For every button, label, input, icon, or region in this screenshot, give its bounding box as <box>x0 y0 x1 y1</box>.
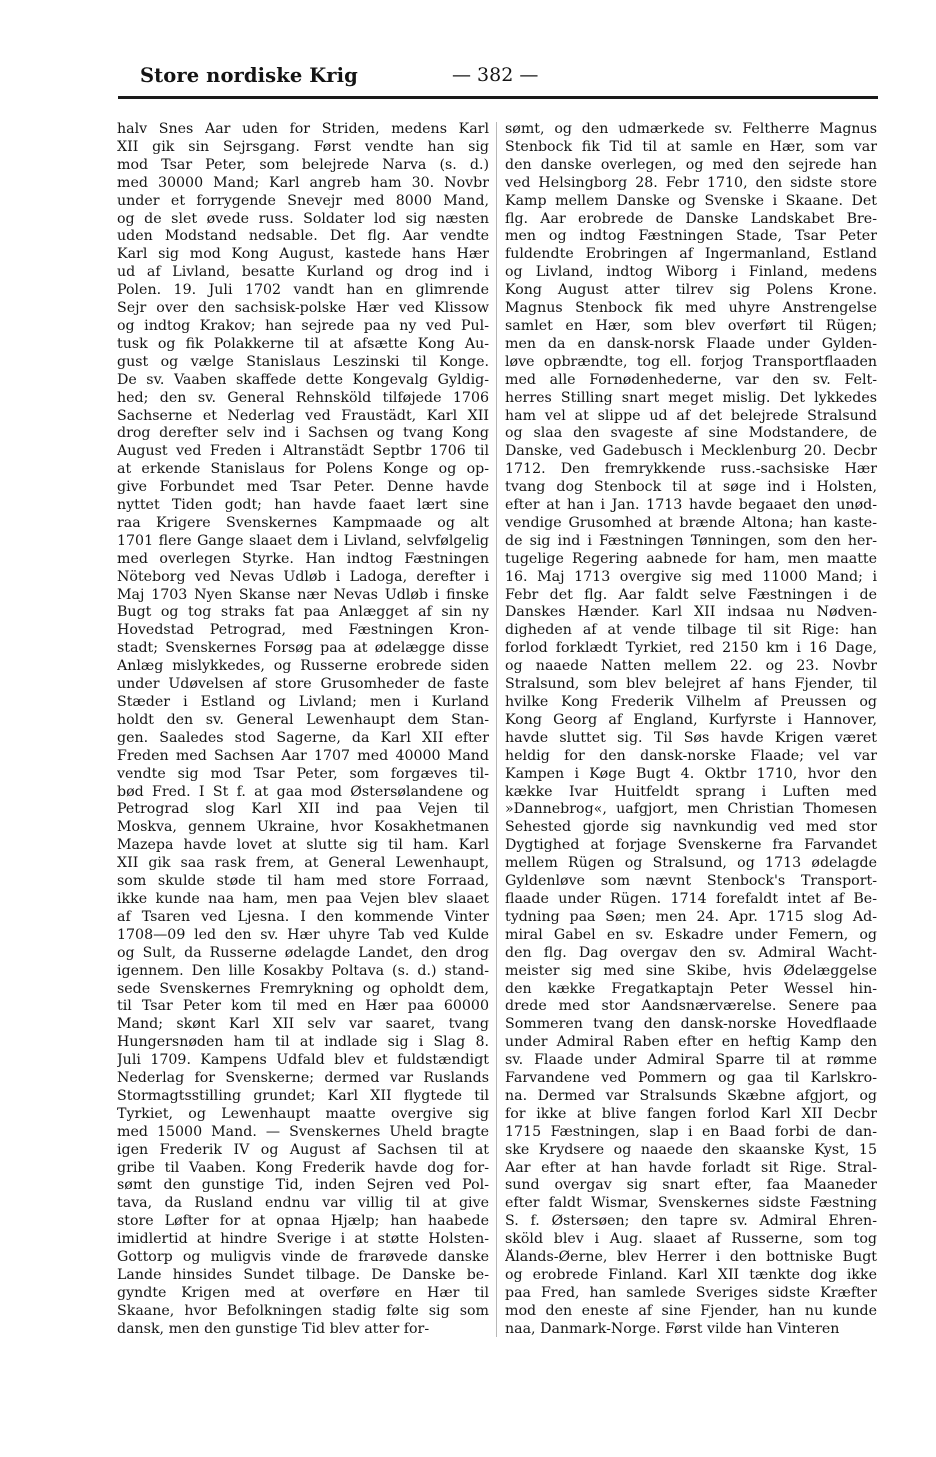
text-line: »Dannebrog«, uafgjort, men Christian Thomesen <box>505 801 877 818</box>
text-line: med overlegen Styrke. Han indtog Fæstningen <box>117 550 489 567</box>
text-line: kække Ivar Huitfeldt sprang i Luften med <box>505 783 877 800</box>
text-line: Sachserne et Nederlag ved Fraustädt, Karl XII <box>117 407 489 424</box>
text-line: dansk, men den gunstige Tid blev atter for- <box>117 1320 430 1337</box>
text-line: ikke kunde naa ham, men paa Vejen blev slaaet <box>117 890 489 907</box>
text-line: den danske overlegen, og med den sejrede han <box>505 156 877 173</box>
text-line: Sejr over den sachsisk-polske Hær ved Klissow <box>117 300 489 317</box>
left-text-column <box>117 121 489 1341</box>
text-line: mellem Rügen og Stralsund, og 1713 ødelagde <box>505 855 877 872</box>
text-line: sede Svenskernes Fremrykning og opholdt dem, <box>117 980 489 997</box>
text-line: Kampen i Køge Bugt 4. Oktbr 1710, hvor den <box>505 765 877 782</box>
text-line: bød Fred. I St f. at gaa mod Østersølandene og <box>117 783 489 800</box>
text-line: na. Dermed var Stralsunds Skæbne afgjort, og <box>505 1087 877 1104</box>
text-line: store Løfter for at opnaa Hjælp; han haabede <box>117 1213 489 1230</box>
text-line: mod den eneste af sine Fjender, han nu kunde <box>505 1302 877 1319</box>
text-line: og indtog Krakov; han sejrede paa ny ved Pul- <box>117 317 489 334</box>
text-line: gyndte Krigen med at overføre en Hær til <box>117 1284 489 1301</box>
text-line: at erkende Stanislaus for Polens Konge og op- <box>117 461 489 478</box>
text-line: Febr det flg. Aar faldt selve Fæstningen i de <box>505 586 877 603</box>
text-line: vendige Grusomhed at brænde Altona; han kaste- <box>505 514 877 531</box>
text-line: sømt, og den udmærkede sv. Feltherre Magnus <box>505 121 877 137</box>
text-line: Anlæg mislykkedes, og Russerne erobrede siden <box>117 658 489 675</box>
text-line: S. f. Østersøen; den tapre sv. Admiral Ehren- <box>505 1213 877 1230</box>
text-line: den kække Fregatkaptajn Peter Wessel hin- <box>505 980 877 997</box>
text-line: Skaane, hvor Befolkningen stadig følte sig som <box>117 1302 489 1319</box>
text-line: hed; den sv. General Rehnsköld tilføjede 1706 <box>117 389 489 406</box>
text-line: igennem. Den lille Kosakby Poltava (s. d.) stand- <box>117 962 489 979</box>
text-line: Kong August atter tilrev sig Polens Krone. <box>505 282 877 299</box>
text-line: meister sig med sine Skibe, hvis Ødelæggelse <box>505 962 877 979</box>
section-title: Store nordiske Krig <box>140 64 358 87</box>
text-line: 1715 Fæstningen, slap i en Baad forbi de dan- <box>505 1123 877 1140</box>
text-line: naa, Danmark-Norge. Først vilde han Vinteren <box>505 1320 840 1337</box>
text-line: miral Gabel en sv. Eskadre under Femern, og <box>505 926 877 943</box>
text-line: Magnus Stenbock fik med uhyre Anstrengelse <box>505 300 877 317</box>
text-line: stadt; Svenskernes Forsøg paa at ødelægge disse <box>117 640 489 657</box>
text-line: som skulde støde til ham med store Forraad, <box>117 873 489 890</box>
text-line: imidlertid at hindre Sverige i at støtte Holsten- <box>117 1231 489 1248</box>
text-line: uden Modstand nedsable. Det flg. Aar vendte <box>117 228 489 245</box>
text-line: ham vel at slippe ud af det belejrede Stralsund <box>505 407 877 424</box>
text-line: tugelige Regering aabnede for ham, men maatte <box>505 550 877 567</box>
text-line: Nöteborg ved Nevas Udløb i Ladoga, derefter i <box>117 568 489 585</box>
text-line: Stæder i Estland og Livland; men i Kurland <box>117 694 489 710</box>
text-line: ske Krydsere og naaede den skaanske Kyst, 15 <box>505 1141 877 1158</box>
text-line: under et forrygende Snevejr med 8000 Mand, <box>117 192 489 209</box>
text-line: efter faldt Wismar, Svenskernes sidste Fæstning <box>505 1195 877 1212</box>
text-line: Bugt og tog straks fat paa Anlægget af sin ny <box>117 604 489 621</box>
text-line: Dygtighed at forjage Svenskerne fra Farvandet <box>505 837 877 854</box>
text-line: XII gik saa rask frem, at General Lewenhaupt, <box>117 855 489 872</box>
text-line: sømt den gunstige Tid, inden Sejren ved Pol- <box>117 1177 489 1194</box>
text-line: Moskva, gennem Ukraine, hvor Kosakhetmanen <box>117 819 489 836</box>
text-line: Mand; skønt Karl XII selv var saaret, tvang <box>117 1016 489 1033</box>
text-line: sv. Flaade under Admiral Sparre til at rømme <box>505 1052 877 1069</box>
text-line: Gyldenløve som nævnt Stenbock's Transport- <box>505 873 877 890</box>
text-line: Lande hinsides Sundet tilbage. De Danske be- <box>117 1267 489 1283</box>
column-divider <box>496 122 497 1337</box>
text-line: Nederlag for Svenskerne; dermed var Ruslands <box>117 1070 489 1087</box>
text-line: Gottorp og muligvis vinde de frarøvede danske <box>117 1249 489 1266</box>
text-line: Karl sig mod Kong August, kastede hans Hær <box>117 246 489 263</box>
text-line: med 15000 Mand. — Svenskernes Uheld bragte <box>117 1123 489 1140</box>
text-line: Ålands-Øerne, blev Herrer i den bottniske Bugt <box>505 1249 877 1266</box>
text-line: Danske, ved Gadebusch i Mecklenburg 20. Decbr <box>505 443 877 460</box>
text-line: ud af Livland, besatte Kurland og drog ind i <box>117 264 489 281</box>
text-line: digheden af at vende tilbage til sit Rige: han <box>505 622 877 639</box>
text-line: men da en dansk-norsk Flaade under Gylden- <box>505 335 877 352</box>
text-line: løve opbrændte, tog ell. forjog Transportflaaden <box>505 353 877 370</box>
text-line: Farvandene ved Pommern og gaa til Karlskro- <box>505 1070 877 1087</box>
text-line: flg. Aar erobrede de Danske Landskabet Bre- <box>505 210 877 227</box>
text-line: samlet en Hær, som blev overført til Rügen; <box>505 317 877 334</box>
text-line: tusk og fik Polakkerne til at afsætte Kong Au- <box>117 335 489 352</box>
text-line: og de slet øvede russ. Soldater lod sig næsten <box>117 210 489 227</box>
text-line: ved Helsingborg 28. Febr 1710, den sidste store <box>505 174 877 191</box>
text-line: drede med stor Aandsnærværelse. Senere paa <box>505 998 877 1015</box>
text-line: holdt den sv. General Lewenhaupt dem Stan- <box>117 711 489 728</box>
text-line: og Sult, da Russerne ødelagde Landet, den drog <box>117 944 489 961</box>
text-line: Hungersnøden ham til at indlade sig i Slag 8. <box>117 1034 489 1051</box>
text-line: raa Krigere Svenskernes Kampmaade og alt <box>117 514 489 531</box>
text-line: Maj 1703 Nyen Skanse nær Nevas Udløb i finske <box>117 586 489 603</box>
text-line: de sig ind i Fæstningen Tønningen, som den her- <box>505 532 877 549</box>
text-line: halv Snes Aar uden for Striden, medens Karl <box>117 121 489 137</box>
running-header <box>118 62 878 96</box>
text-line: Tyrkiet, og Lewenhaupt maatte overgive sig <box>117 1105 489 1122</box>
text-line: Mazepa havde lovet at slutte sig til ham. Karl <box>117 837 489 854</box>
text-line: gribe til Vaaben. Kong Frederik havde dog for- <box>117 1159 489 1176</box>
text-line: med alle Fornødenhederne, var den sv. Felt- <box>505 371 877 388</box>
right-text-column <box>505 121 877 1341</box>
text-line: Polen. 19. Juli 1702 vandt han en glimrende <box>117 282 489 299</box>
text-line: 1708—09 led den sv. Hær uhyre Tab ved Kulde <box>117 926 489 943</box>
text-line: 1701 flere Gange slaaet dem i Livland, selvfølgelig <box>117 532 489 549</box>
text-line: Hovedstad Petrograd, med Fæstningen Kron- <box>117 622 489 639</box>
text-line: Stralsund, som blev belejret af hans Fjender, til <box>505 676 877 693</box>
text-line: Stenbock fik Tid til at samle en Hær, som var <box>505 138 877 155</box>
text-line: 16. Maj 1713 overgive sig med 11000 Mand; i <box>505 568 877 585</box>
text-line: gust og vælge Stanislaus Leszinski til Konge. <box>117 353 489 370</box>
text-line: og naaede Natten mellem 22. og 23. Novbr <box>505 658 877 675</box>
header-rule <box>118 96 878 99</box>
text-line: Sommeren tvang den dansk-norske Hovedflaade <box>505 1016 877 1033</box>
text-line: gen. Saaledes stod Sagerne, da Karl XII efter <box>117 729 489 746</box>
text-line: under Udøvelsen af store Grusomheder de faste <box>117 676 489 693</box>
text-line: af Tsaren ved Ljesna. I den kommende Vinter <box>117 908 489 925</box>
text-line: XII gik sin Sejrsgang. Først vendte han sig <box>117 138 489 155</box>
text-line: hvilke Kong Frederik Vilhelm af Preussen og <box>505 694 877 710</box>
text-line: under Admiral Raben efter en heftig Kamp den <box>505 1034 877 1051</box>
text-line: Kong Georg af England, Kurfyrste i Hannover, <box>505 711 877 728</box>
text-line: August ved Freden i Altranstädt Septbr 1706 til <box>117 443 489 460</box>
text-line: nyttet Tiden godt; han havde faaet lært sine <box>117 497 489 514</box>
text-line: og slaa den svageste af sine Modstandere, de <box>505 425 877 442</box>
text-line: vendte sig mod Tsar Peter, som forgæves til- <box>117 765 489 782</box>
text-line: Freden med Sachsen Aar 1707 med 40000 Mand <box>117 747 489 764</box>
text-line: havde sluttet sig. Til Søs havde Krigen været <box>505 729 877 746</box>
page-number: — 382 — <box>452 64 539 86</box>
text-line: flaade under Rügen. 1714 forefaldt intet af Be- <box>505 890 877 907</box>
text-line: til Tsar Peter kom til med en Hær paa 60000 <box>117 998 489 1015</box>
text-line: Juli 1709. Kampens Udfald blev et fuldstændigt <box>117 1052 489 1069</box>
text-line: med 30000 Mand; Karl angreb ham 30. Novbr <box>117 174 489 191</box>
text-line: Petrograd slog Karl XII ind paa Vejen til <box>117 801 489 818</box>
text-line: fuldendte Erobringen af Ingermanland, Estland <box>505 246 877 263</box>
text-line: heldig for den dansk-norske Flaade; vel var <box>505 747 877 764</box>
text-line: Danskes Hænder. Karl XII indsaa nu Nødven- <box>505 604 877 621</box>
text-line: tydning paa Søen; men 24. Apr. 1715 slog Ad- <box>505 908 877 925</box>
text-line: men og indtog Fæstningen Stade, Tsar Peter <box>505 228 877 245</box>
text-line: efter at han i Jan. 1713 havde begaaet den unød- <box>505 497 877 514</box>
text-line: give Forbundet med Tsar Peter. Denne havde <box>117 479 489 496</box>
text-line: herres Stilling snart meget mislig. Det lykkedes <box>505 389 877 406</box>
text-line: Kamp mellem Danske og Svenske i Skaane. Det <box>505 192 877 209</box>
text-line: drog derefter selv ind i Sachsen og tvang Kong <box>117 425 489 442</box>
text-line: Aar efter at han havde forladt sit Rige. Stral- <box>505 1159 877 1176</box>
text-line: forlod forklædt Tyrkiet, red 2150 km i 16 Dage, <box>505 640 877 657</box>
text-line: 1712. Den fremrykkende russ.-sachsiske Hær <box>505 461 877 478</box>
text-line: for ikke at blive fangen forlod Karl XII Decbr <box>505 1105 877 1122</box>
text-line: tava, da Rusland endnu var villig til at give <box>117 1195 489 1212</box>
text-line: igen Frederik IV og August af Sachsen til at <box>117 1141 489 1158</box>
text-line: Stormagtsstilling grundet; Karl XII flygtede til <box>117 1087 489 1104</box>
text-line: paa Fred, han samlede Sveriges sidste Kræfter <box>505 1284 877 1301</box>
text-line: De sv. Vaaben skaffede dette Kongevalg Gyldig- <box>117 371 489 388</box>
text-line: den flg. Dag overgav den sv. Admiral Wacht- <box>505 944 877 961</box>
text-line: mod Tsar Peter, som belejrede Narva (s. d.) <box>117 156 489 173</box>
text-line: og erobrede Finland. Karl XII tænkte dog ikke <box>505 1267 877 1283</box>
text-line: sund overgav sig snart efter, faa Maaneder <box>505 1177 877 1194</box>
text-line: Sehested gjorde sig navnkundig ved med stor <box>505 819 877 836</box>
text-line: sköld blev i Aug. slaaet af Russerne, som tog <box>505 1231 877 1248</box>
text-line: og Livland, indtog Wiborg i Finland, medens <box>505 264 877 281</box>
text-line: tvang dog Stenbock til at søge ind i Holsten, <box>505 479 877 496</box>
